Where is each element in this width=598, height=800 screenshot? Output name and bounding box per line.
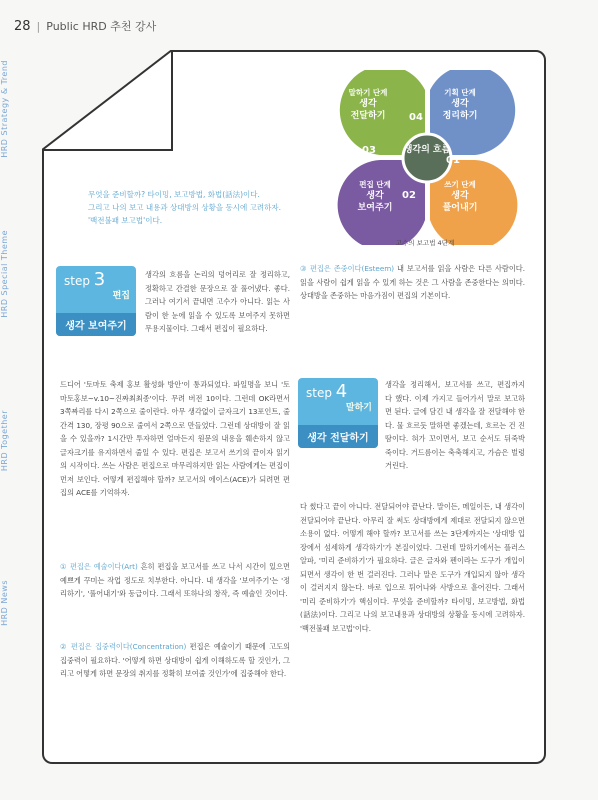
left-para-1: 생각의 흐름을 논리의 덩어리로 잘 정리하고, 정확하고 간결한 문장으로 잘 풀어냈다. 좋다. 그러나 여기서 끝내면 고수가 아니다. 읽는 사람이 한 눈에 읽을 수 있도록 보여주지 못하면 무용지물이다. 그래서 편집이 필요하다. [145, 270, 290, 333]
page-header: 28 | Public HRD 추천 강사 [14, 19, 157, 34]
petal-planning-text: 기획 단계 생각 정리하기 [442, 88, 478, 121]
petal-editing-text: 편집 단계 생각 보여주기 [357, 180, 393, 213]
petal-num-03: 03 [362, 145, 376, 156]
petal-num-01: 01 [446, 155, 460, 166]
side-tab-special: HRD Special Theme [0, 230, 9, 318]
diagram-caption: 고수의 보고법 4단계 [395, 239, 455, 247]
step3-badge: step 3 편집 생각 보여주기 [56, 266, 136, 336]
right-para-2: 생각을 정리해서, 보고서를 쓰고, 편집까지 다 했다. 이제 가지고 들어가서 말로 보고하면 된다. 글에 담긴 내 생각을 잘 전달해야 한다. 물 흐르듯 말하면 좋겠는데, 흐르는 건 진땀이다. 혀가 꼬이면서, 보고 순서도 뒤죽박죽이다. 거드름이는 축축해지고, 가슴은 벌렁거린다. [385, 380, 525, 470]
side-tab-news: HRD News [0, 580, 9, 626]
left-para-2: 드디어 '토마토 축제 홍보 활성화 방안'이 통과되었다. 파일명을 보니 '토마토홍보~v.10~진짜최최종'이다. 무려 버전 10이다. 그런데 OK라면서 3쪽짜리를 다시 2쪽으로 줄이란다. 아무 생각없이 글자크기 13포인트, 줄간격 130, 장평 90으로 줄여서 2쪽으로 만들었다. 그런데 상대방이 잘 읽을 수 있을까? 1시간만 투자하면 얼마든지 원문의 내용을 훼손하지 않고 글자크기를 유지하면서 줄일 수 있다. 편집은 보고서 쓰기의 끝이자 읽기의 시작이다. 쓰는 사람은 편집으로 마무리하지만 읽는 사람에게는 편집이 먼저 보인다. 어떻게 편집해야 할까? 보고서의 에이스(ACE)가 되려면 편집의 ACE를 기억하자. [60, 380, 290, 497]
left-para-4: ② 편집은 집중력이다(Concentration) 편집은 예술이기 때문에 고도의 집중력이 필요하다. '어떻게 하면 상대방이 쉽게 이해하도록 할 것인가, 그리고 어떻게 하면 문장의 취지를 정확히 보여줄 것인가'에 집중해야 한다. [60, 642, 290, 678]
center-label: 생각의 흐름 [403, 145, 451, 155]
page-number: 28 [14, 19, 31, 34]
petal-num-04: 04 [409, 112, 423, 123]
side-tab-together: HRD Together [0, 410, 9, 472]
step4-badge: step 4 말하기 생각 전달하기 [298, 378, 378, 448]
center-circle [403, 134, 451, 182]
right-para-1: ③ 편집은 존중이다(Esteem) 내 보고서를 읽을 사람은 다른 사람이다. 읽을 사람이 쉽게 읽을 수 있게 하는 것은 그 사람을 존중한다는 의미다. 상대방을 존중하는 마음가짐이 편집의 기본이다. [300, 264, 525, 300]
side-tab-strategy: HRD Strategy & Trend [0, 60, 9, 158]
petal-num-02: 02 [402, 190, 416, 201]
folded-corner [42, 50, 172, 150]
intro-text: 무엇을 준비할까? 타이밍, 보고방법, 화법(話法)이다. 그리고 나의 보고 내용과 상대방의 상황을 동시에 고려하자. '백전불패 보고법'이다. [88, 190, 281, 225]
left-para-3: ① 편집은 예술이다(Art) 흔히 편집을 보고서를 쓰고 나서 시간이 있으면 예쁘게 꾸미는 작업 정도로 치부한다. 아니다. 내 생각을 '보여주기'는 '정리하기', '풀어내기'와 동급이다. 그래서 또하나의 창작, 즉 예술인 것이다. [60, 562, 290, 598]
petal-writing-text: 쓰기 단계 생각 풀어내기 [442, 180, 478, 213]
header-title: Public HRD 추천 강사 [46, 20, 157, 33]
petal-speaking-text: 말하기 단계 생각 전달하기 [348, 88, 388, 121]
right-para-3: 다 썼다고 끝이 아니다. 전달되어야 끝난다. 말이든, 메일이든, 내 생각이 전달되어야 끝난다. 아무리 잘 써도 상대방에게 제대로 전달되지 않으면 소용이 없다. 어떻게 해야 할까? 보고서를 쓰는 3단계까지는 '상대방 입장에서 섬세하게 생각하기'가 본질이었다. 그런데 말하기에서는 플러스알파, '미리 준비하기'가 필요하다. 글은 글자와 펜이라는 도구가 개입이 되면서 생각이 한 번 걸러진다. 그러나 말은 도구가 개입되지 않아 생각이 걸러지지 않는다. 바로 입으로 튀어나와 사방으로 흩어진다. 그래서 '미리 준비하기'가 핵심이다. 무엇을 준비할까? 타이밍, 보고방법, 화법(話法)이다. 그리고 나의 보고내용과 상대방의 상황을 동시에 고려하자. '백전불패 보고법'이다. [300, 502, 525, 633]
